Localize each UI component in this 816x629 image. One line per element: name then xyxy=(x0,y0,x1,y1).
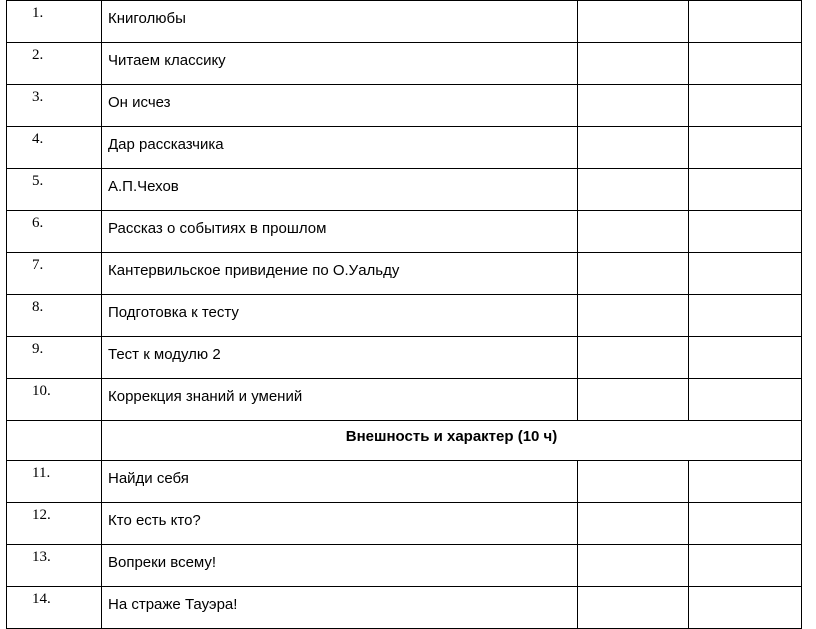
row-number: 5. xyxy=(7,169,102,211)
empty-cell xyxy=(578,253,689,295)
table-row xyxy=(7,253,802,295)
row-number: 12. xyxy=(7,503,102,545)
row-number: 2. xyxy=(7,43,102,85)
row-number: 11. xyxy=(7,461,102,503)
row-number: 9. xyxy=(7,337,102,379)
lesson-title: Рассказ о событиях в прошлом xyxy=(102,211,578,253)
table-row xyxy=(7,461,802,503)
lesson-title: Тест к модулю 2 xyxy=(102,337,578,379)
empty-cell xyxy=(578,545,689,587)
empty-cell xyxy=(689,127,802,169)
lesson-title: Вопреки всему! xyxy=(102,545,578,587)
empty-cell xyxy=(689,85,802,127)
empty-cell xyxy=(578,379,689,421)
row-number: 7. xyxy=(7,253,102,295)
lesson-title: Он исчез xyxy=(102,85,578,127)
empty-cell xyxy=(578,85,689,127)
lesson-title: А.П.Чехов xyxy=(102,169,578,211)
table-row xyxy=(7,1,802,43)
empty-cell xyxy=(578,127,689,169)
empty-cell xyxy=(689,295,802,337)
empty-cell xyxy=(689,545,802,587)
row-number: 13. xyxy=(7,545,102,587)
table-row xyxy=(7,337,802,379)
empty-cell xyxy=(7,421,102,461)
lesson-title: Книголюбы xyxy=(102,1,578,43)
lesson-title: Подготовка к тесту xyxy=(102,295,578,337)
empty-cell xyxy=(689,169,802,211)
table-row xyxy=(7,379,802,421)
empty-cell xyxy=(689,43,802,85)
table-row xyxy=(7,169,802,211)
empty-cell xyxy=(689,461,802,503)
section-row xyxy=(7,421,802,461)
row-number: 8. xyxy=(7,295,102,337)
table-row xyxy=(7,211,802,253)
table-row xyxy=(7,503,802,545)
empty-cell xyxy=(689,337,802,379)
empty-cell xyxy=(689,587,802,629)
empty-cell xyxy=(578,43,689,85)
section-heading: Внешность и характер (10 ч) xyxy=(102,421,802,461)
table-row xyxy=(7,43,802,85)
row-number: 6. xyxy=(7,211,102,253)
lesson-title: Дар рассказчика xyxy=(102,127,578,169)
empty-cell xyxy=(578,587,689,629)
table-row xyxy=(7,85,802,127)
lesson-title: Кантервильское привидение по О.Уальду xyxy=(102,253,578,295)
lesson-title: На страже Тауэра! xyxy=(102,587,578,629)
row-number: 3. xyxy=(7,85,102,127)
lesson-title: Читаем классику xyxy=(102,43,578,85)
table-row xyxy=(7,545,802,587)
empty-cell xyxy=(689,379,802,421)
row-number: 14. xyxy=(7,587,102,629)
empty-cell xyxy=(578,295,689,337)
empty-cell xyxy=(578,169,689,211)
empty-cell xyxy=(689,211,802,253)
empty-cell xyxy=(578,211,689,253)
table-row xyxy=(7,587,802,629)
empty-cell xyxy=(578,337,689,379)
table-row xyxy=(7,295,802,337)
empty-cell xyxy=(578,1,689,43)
empty-cell xyxy=(578,503,689,545)
empty-cell xyxy=(689,503,802,545)
row-number: 1. xyxy=(7,1,102,43)
row-number: 4. xyxy=(7,127,102,169)
lesson-title: Найди себя xyxy=(102,461,578,503)
lesson-title: Кто есть кто? xyxy=(102,503,578,545)
empty-cell xyxy=(689,1,802,43)
empty-cell xyxy=(578,461,689,503)
lesson-title: Коррекция знаний и умений xyxy=(102,379,578,421)
row-number: 10. xyxy=(7,379,102,421)
table-row xyxy=(7,127,802,169)
empty-cell xyxy=(689,253,802,295)
